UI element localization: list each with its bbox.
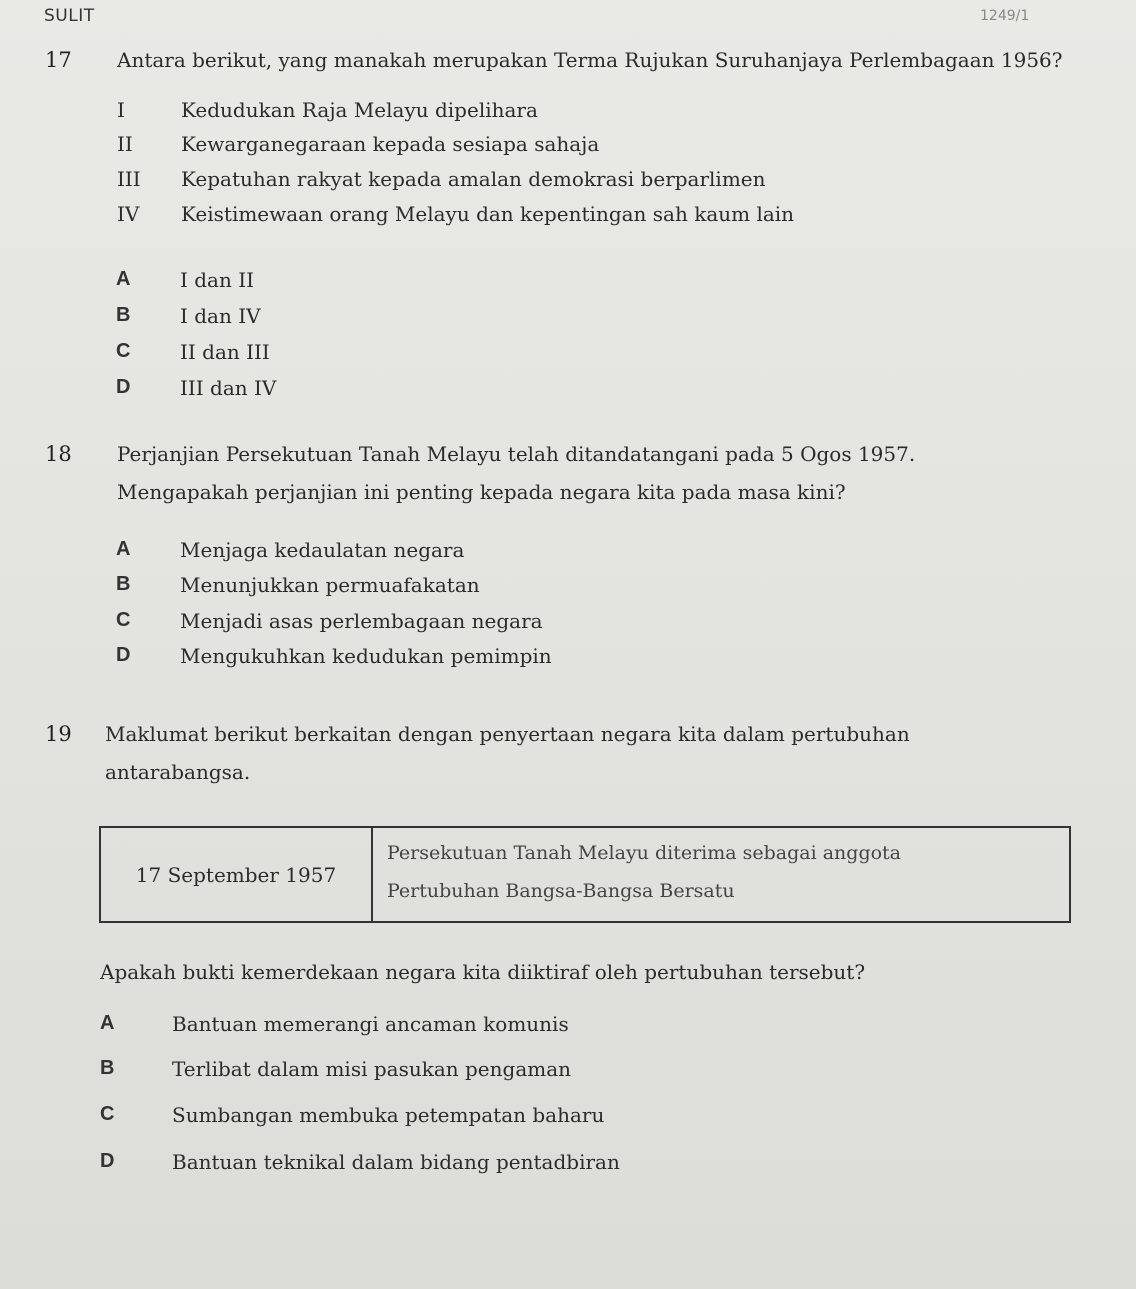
q18-option-a-text[interactable]: Menjaga kedaulatan negara xyxy=(180,538,465,562)
question-18-stem-line2: Mengapakah perjanjian ini penting kepada negara kita pada masa kini? xyxy=(117,480,846,504)
question-18-number: 18 xyxy=(45,442,72,466)
header-paper-code: 1249/1 xyxy=(980,8,1030,24)
q17-statement-3-text: Kepatuhan rakyat kepada amalan demokrasi berparlimen xyxy=(181,167,766,191)
q17-statement-3-roman: III xyxy=(117,167,141,191)
q17-option-b-letter[interactable]: B xyxy=(116,304,131,326)
q18-option-c-letter[interactable]: C xyxy=(116,609,131,631)
q17-statement-1-roman: I xyxy=(117,98,125,122)
question-19-stem-line2: antarabangsa. xyxy=(105,760,251,784)
q17-statement-1-text: Kedudukan Raja Melayu dipelihara xyxy=(181,98,538,122)
q17-statement-4-text: Keistimewaan orang Melayu dan kepentingan sah kaum lain xyxy=(181,202,795,226)
question-17-number: 17 xyxy=(45,48,72,72)
q18-option-a-letter[interactable]: A xyxy=(116,538,131,560)
question-19-prompt: Apakah bukti kemerdekaan negara kita diiktiraf oleh pertubuhan tersebut? xyxy=(100,960,866,984)
q19-option-a-text[interactable]: Bantuan memerangi ancaman komunis xyxy=(172,1012,569,1036)
question-18-stem-line1: Perjanjian Persekutuan Tanah Melayu telah ditandatangani pada 5 Ogos 1957. xyxy=(117,442,916,466)
q19-option-b-letter[interactable]: B xyxy=(100,1057,115,1079)
q17-option-c-letter[interactable]: C xyxy=(116,340,131,362)
question-19-stem-line1: Maklumat berikut berkaitan dengan penyertaan negara kita dalam pertubuhan xyxy=(105,722,910,746)
q17-statement-2-text: Kewarganegaraan kepada sesiapa sahaja xyxy=(181,132,600,156)
question-19-number: 19 xyxy=(45,722,72,746)
q19-info-date: 17 September 1957 xyxy=(101,828,373,921)
q19-option-c-text[interactable]: Sumbangan membuka petempatan baharu xyxy=(172,1103,605,1127)
q18-option-b-text[interactable]: Menunjukkan permuafakatan xyxy=(180,573,480,597)
q17-option-d-letter[interactable]: D xyxy=(116,376,131,398)
q18-option-d-letter[interactable]: D xyxy=(116,644,131,666)
q17-option-c-text[interactable]: II dan III xyxy=(180,340,270,364)
q19-option-d-letter[interactable]: D xyxy=(100,1150,115,1172)
q19-info-line1: Persekutuan Tanah Melayu diterima sebagai anggota xyxy=(387,842,902,864)
q19-info-line2: Pertubuhan Bangsa-Bangsa Bersatu xyxy=(387,880,735,902)
q19-option-a-letter[interactable]: A xyxy=(100,1012,115,1034)
q19-option-c-letter[interactable]: C xyxy=(100,1103,115,1125)
question-17-stem: Antara berikut, yang manakah merupakan Terma Rujukan Suruhanjaya Perlembagaan 1956? xyxy=(117,48,1063,72)
q17-option-a-text[interactable]: I dan II xyxy=(180,268,255,292)
q19-option-d-text[interactable]: Bantuan teknikal dalam bidang pentadbiran xyxy=(172,1150,620,1174)
header-sulit: SULIT xyxy=(44,6,95,26)
q18-option-c-text[interactable]: Menjadi asas perlembagaan negara xyxy=(180,609,543,633)
q17-option-d-text[interactable]: III dan IV xyxy=(180,376,277,400)
q19-info-box xyxy=(99,826,1071,923)
q18-option-b-letter[interactable]: B xyxy=(116,573,131,595)
q17-option-a-letter[interactable]: A xyxy=(116,268,131,290)
q17-statement-4-roman: IV xyxy=(117,202,140,226)
q19-option-b-text[interactable]: Terlibat dalam misi pasukan pengaman xyxy=(172,1057,572,1081)
q17-statement-2-roman: II xyxy=(117,132,133,156)
q17-option-b-text[interactable]: I dan IV xyxy=(180,304,261,328)
q18-option-d-text[interactable]: Mengukuhkan kedudukan pemimpin xyxy=(180,644,552,668)
